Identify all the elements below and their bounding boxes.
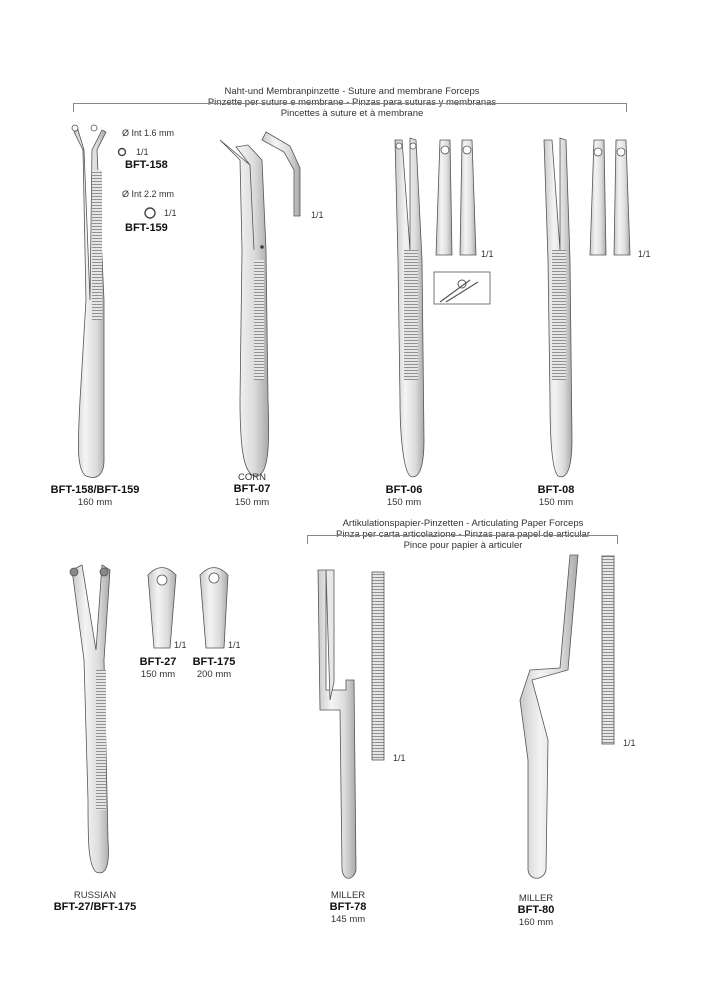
code-bft07: BFT-07 — [233, 483, 271, 495]
name-russian: RUSSIAN — [73, 890, 117, 901]
code-russian: BFT-27/BFT-175 — [53, 901, 137, 913]
header-line-it-es: Pinza per carta articolazione - Pinzas para papel de articular — [336, 529, 590, 540]
size-bft27: 150 mm — [140, 669, 176, 680]
diameter-note-bft158: Ø Int 1.6 mm — [122, 128, 175, 138]
forceps-bft08 — [544, 138, 572, 477]
scale-bft06: 1/1 — [481, 249, 494, 259]
header-line-de-en: Artikulationspapier-Pinzetten - Articulating Paper Forceps — [342, 518, 584, 529]
code-bft78: BFT-78 — [329, 901, 367, 913]
scale-bft78: 1/1 — [393, 753, 406, 763]
code-bft27: BFT-27 — [139, 656, 177, 668]
tip-detail-bft07 — [262, 132, 300, 216]
code-bft158-159: BFT-158/BFT-159 — [50, 484, 140, 496]
forceps-russian — [70, 565, 110, 873]
size-bft07: 150 mm — [234, 497, 270, 508]
scale-bft80: 1/1 — [623, 738, 636, 748]
jaw-detail-bft80 — [602, 556, 614, 744]
code-bft08: BFT-08 — [537, 484, 575, 496]
forceps-bft80 — [520, 555, 578, 878]
scale-bft27: 1/1 — [174, 640, 187, 650]
header-line-de-en: Naht-und Membranpinzette - Suture and membrane Forceps — [224, 86, 480, 97]
size-bft158-159: 160 mm — [77, 497, 113, 508]
scale-bft07: 1/1 — [311, 210, 324, 220]
scale-bft158-tip: 1/1 — [136, 147, 149, 157]
forceps-bft78 — [318, 570, 356, 878]
tip-detail-bft27 — [148, 568, 176, 649]
forceps-bft07 — [220, 140, 269, 476]
code-bft159-tip: BFT-159 — [125, 222, 168, 234]
diameter-note-bft159: Ø Int 2.2 mm — [122, 189, 175, 199]
size-bft78: 145 mm — [330, 914, 366, 925]
code-bft175: BFT-175 — [192, 656, 236, 668]
forceps-bft158 — [72, 125, 106, 477]
size-bft08: 150 mm — [538, 497, 574, 508]
code-bft158-tip: BFT-158 — [125, 159, 168, 171]
code-bft80: BFT-80 — [517, 904, 555, 916]
size-bft175: 200 mm — [196, 669, 232, 680]
tip-detail-bft08 — [590, 140, 630, 255]
size-bft80: 160 mm — [518, 917, 554, 928]
name-bft80: MILLER — [518, 893, 554, 904]
tip-ring-bft158 — [119, 149, 126, 156]
name-bft78: MILLER — [330, 890, 366, 901]
forceps-bft06 — [395, 138, 424, 477]
header-line-fr: Pince pour papier à articuler — [403, 540, 523, 551]
scale-bft08: 1/1 — [638, 249, 651, 259]
name-bft07: CORN — [238, 472, 266, 483]
tip-detail-bft175 — [200, 568, 228, 649]
tip-detail-bft06 — [436, 140, 476, 255]
header-line-fr: Pincettes à suture et à membrane — [280, 108, 424, 119]
header-line-it-es: Pinzette per suture e membrane - Pinzas para suturas y membranas — [207, 97, 497, 108]
tip-ring-bft159 — [145, 208, 155, 218]
scale-bft159-tip: 1/1 — [164, 208, 177, 218]
jaw-detail-bft78 — [372, 572, 384, 760]
scale-bft175: 1/1 — [228, 640, 241, 650]
code-bft06: BFT-06 — [385, 484, 423, 496]
size-bft06: 150 mm — [386, 497, 422, 508]
